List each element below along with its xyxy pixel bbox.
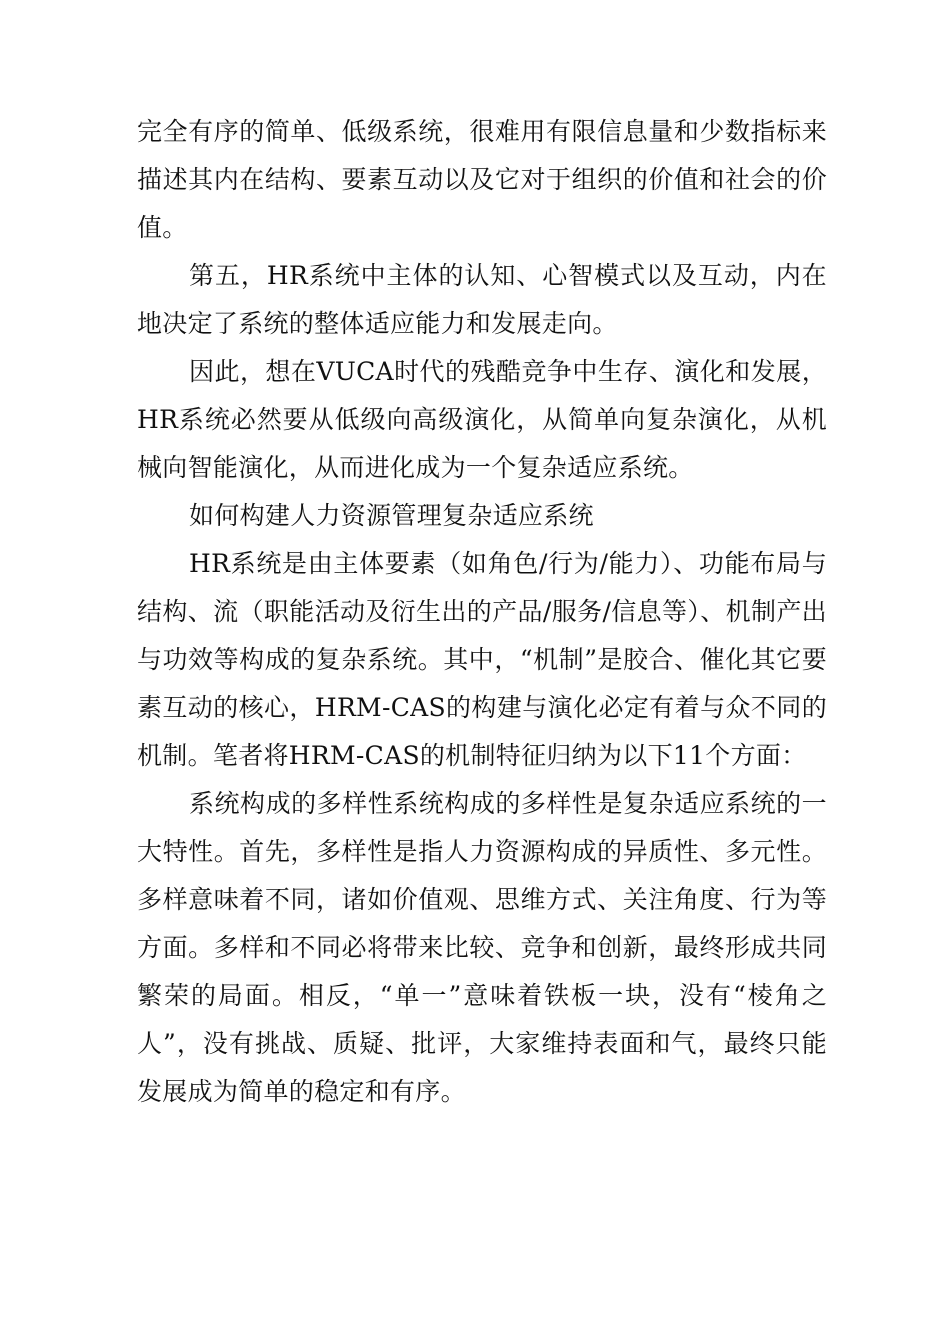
paragraph-hr-system: HR系统是由主体要素（如角色/行为/能力）、功能布局与结构、流（职能活动及衍生出的产品/服务/信息等）、机制产出与功效等构成的复杂系统。其中，“机制”是胶合、催化其它要素互动的核心，HRM-CAS的构建与演化必定有着与众不同的机制。笔者将HRM-CAS的机制特征归纳为以下11个方面： [137, 549, 827, 770]
document-page [137, 108, 827, 1116]
paragraph-conclusion: 因此，想在VUCA时代的残酷竞争中生存、演化和发展，HR系统必然要从低级向高级演化，从简单向复杂演化，从机械向智能演化，从而进化成为一个复杂适应系统。 [137, 357, 827, 482]
paragraph-fifth-point: 第五，HR系统中主体的认知、心智模式以及互动，内在地决定了系统的整体适应能力和发展走向。 [137, 261, 827, 338]
paragraph-diversity: 系统构成的多样性系统构成的多样性是复杂适应系统的一大特性。首先，多样性是指人力资源构成的异质性、多元性。多样意味着不同，诸如价值观、思维方式、关注角度、行为等方面。多样和不同必将带来比较、竞争和创新，最终形成共同繁荣的局面。相反，“单一”意味着铁板一块，没有“棱角之人”，没有挑战、质疑、批评，大家维持表面和气，最终只能发展成为简单的稳定和有序。 [137, 789, 827, 1106]
section-heading: 如何构建人力资源管理复杂适应系统 [189, 501, 594, 530]
paragraph-continuation: 完全有序的简单、低级系统，很难用有限信息量和少数指标来描述其内在结构、要素互动以及它对于组织的价值和社会的价值。 [137, 117, 827, 242]
